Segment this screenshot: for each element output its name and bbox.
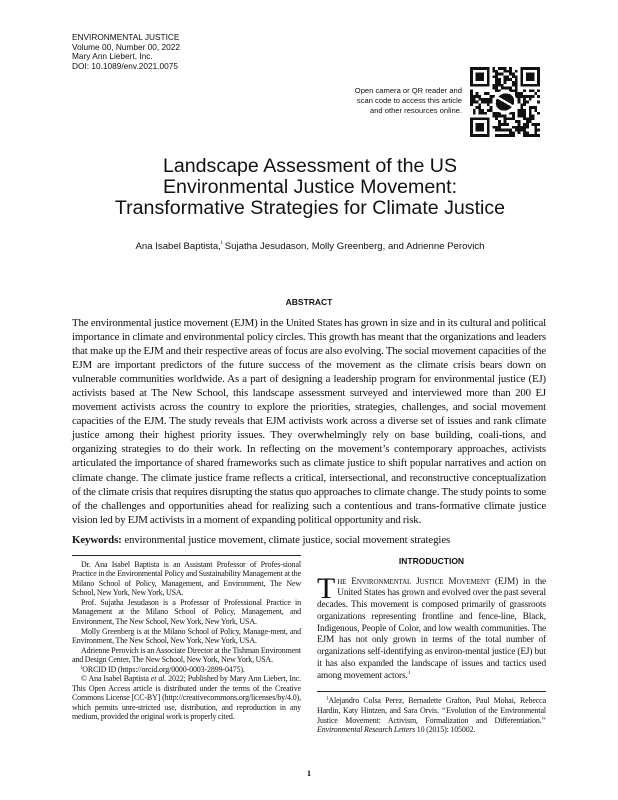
qr-module bbox=[501, 129, 504, 132]
qr-module bbox=[529, 117, 532, 120]
qr-module bbox=[501, 73, 504, 76]
keywords-label: Keywords: bbox=[72, 533, 122, 546]
qr-module bbox=[481, 98, 484, 101]
qr-module bbox=[509, 67, 512, 70]
qr-module bbox=[515, 126, 518, 129]
qr-module bbox=[523, 134, 526, 137]
introduction-heading: INTRODUCTION bbox=[398, 555, 465, 566]
qr-module bbox=[504, 75, 507, 78]
qr-module bbox=[515, 92, 518, 95]
qr-module bbox=[495, 89, 498, 92]
qr-module bbox=[501, 115, 504, 118]
abstract-text: The environmental justice movement (EJM) in the United States has grown in size and in its cultural and political importance in climate and environmental policy circles. This growth has meant that the organizations and leaders that make up the EJM and their respective areas of focus are also evolving. The social movement capacities of the EJM are important predictors of the future success of the movement as the climate crisis bears down on vulnerable communities worldwide. As a part of designing a leadership program for environmental justice (EJ) activists based at The New School, this landscape assessment surveyed and interviewed more than 200 EJ movement activists across the country to explore the priorities, strategies, challenges, and social movement capacities of the EJM. The study reveals that EJM activists work across a diverse set of issues and rank climate justice among their highest priority issues. They overwhelmingly rely on base building, coali-tions, and organizing strategies to do their work. In reflecting on the movement’s contemporary approaches, activists articulated the importance of shared frameworks such as climate justice to shift popular narratives and action on climate change. The climate justice frame reflects a critical, intersectional, and reconstructive conceptualization of the climate crisis that requires disrupting the status quo approaches to climate change. The study points to some of the challenges and opportunities ahead for realizing such a contentious and trans-formative climate justice vision led by EJM activists in a moment of expanding political opportunity and risk. bbox=[72, 317, 546, 526]
footnote-marker: 1 bbox=[326, 696, 329, 702]
qr-module bbox=[515, 84, 518, 87]
qr-module bbox=[523, 109, 526, 112]
qr-module bbox=[504, 115, 507, 118]
qr-module bbox=[478, 106, 481, 109]
qr-module bbox=[504, 117, 507, 120]
qr-module bbox=[490, 109, 493, 112]
qr-module bbox=[495, 73, 498, 76]
qr-module bbox=[526, 123, 529, 126]
qr-module bbox=[518, 115, 521, 118]
qr-module bbox=[532, 123, 535, 126]
qr-module bbox=[520, 129, 523, 132]
author-list bbox=[40, 241, 580, 252]
qr-module bbox=[501, 67, 504, 70]
qr-module bbox=[509, 131, 512, 134]
qr-module bbox=[473, 112, 476, 115]
qr-module bbox=[523, 98, 526, 101]
qr-module bbox=[504, 123, 507, 126]
qr-module bbox=[518, 112, 521, 115]
qr-module bbox=[529, 115, 532, 118]
qr-module bbox=[504, 129, 507, 132]
qr-module bbox=[498, 78, 501, 81]
qr-module bbox=[495, 129, 498, 132]
qr-module bbox=[512, 81, 515, 84]
qr-module bbox=[529, 106, 532, 109]
intro-smallcaps: he Environmental Justice Movement bbox=[337, 576, 490, 587]
drop-cap: T bbox=[317, 571, 336, 605]
qr-module bbox=[487, 103, 490, 106]
qr-module bbox=[529, 89, 532, 92]
qr-module bbox=[509, 70, 512, 73]
qr-module bbox=[498, 126, 501, 129]
article-title bbox=[70, 156, 550, 219]
qr-module bbox=[520, 115, 523, 118]
qr-module bbox=[490, 98, 493, 101]
qr-module bbox=[476, 95, 479, 98]
qr-module bbox=[518, 95, 521, 98]
affiliation: Molly Greenberg is at the Milano School of Policy, Manage-ment, and Environment, The New School, New York, New York, USA. bbox=[72, 626, 301, 646]
qr-module bbox=[501, 134, 504, 137]
qr-module bbox=[506, 129, 509, 132]
qr-module bbox=[537, 89, 540, 92]
qr-module bbox=[526, 117, 529, 120]
journal-volume: Volume 00, Number 00, 2022 bbox=[72, 41, 180, 52]
qr-module bbox=[520, 92, 523, 95]
title-line: Transformative Strategies for Climate Justice bbox=[114, 197, 506, 219]
qr-module bbox=[537, 112, 540, 115]
qr-module bbox=[512, 126, 515, 129]
qr-module bbox=[473, 95, 476, 98]
keywords bbox=[72, 533, 546, 547]
qr-module bbox=[498, 134, 501, 137]
qr-module bbox=[484, 101, 487, 104]
orcid-marker[interactable]: i bbox=[220, 240, 223, 246]
qr-module bbox=[518, 131, 521, 134]
qr-note-line: scan code to access this article bbox=[356, 96, 462, 105]
qr-module bbox=[498, 73, 501, 76]
qr-module bbox=[523, 117, 526, 120]
qr-module bbox=[532, 134, 535, 137]
qr-module bbox=[501, 84, 504, 87]
journal-header bbox=[72, 33, 180, 71]
qr-module bbox=[534, 109, 537, 112]
qr-module bbox=[495, 75, 498, 78]
affiliation: Adrienne Perovich is an Associate Director at the Tishman Environment and Design Center, The New School, New York, New York, USA. bbox=[72, 645, 301, 665]
qr-module bbox=[509, 134, 512, 137]
qr-module bbox=[518, 129, 521, 132]
qr-module bbox=[509, 78, 512, 81]
qr-module bbox=[495, 134, 498, 137]
journal-doi[interactable]: DOI: 10.1089/env.2021.0075 bbox=[72, 60, 178, 71]
reference-marker[interactable]: 1 bbox=[407, 669, 411, 676]
footnote-tail: 10 (2015): 105002. bbox=[415, 725, 476, 735]
orcid-note-marker: i bbox=[81, 665, 83, 671]
qr-module bbox=[495, 112, 498, 115]
qr-module bbox=[495, 78, 498, 81]
qr-module bbox=[492, 67, 495, 70]
qr-module bbox=[504, 81, 507, 84]
qr-module bbox=[518, 123, 521, 126]
qr-module bbox=[529, 120, 532, 123]
qr-module bbox=[487, 101, 490, 104]
introduction-paragraph bbox=[317, 571, 546, 683]
qr-module bbox=[506, 75, 509, 78]
orcid-note bbox=[72, 665, 301, 675]
qr-module bbox=[473, 109, 476, 112]
qr-module bbox=[518, 109, 521, 112]
qr-module bbox=[529, 98, 532, 101]
qr-module bbox=[526, 95, 529, 98]
qr-module bbox=[470, 98, 473, 101]
copyright-etal: et al. bbox=[150, 674, 167, 684]
qr-module bbox=[512, 115, 515, 118]
qr-module bbox=[478, 98, 481, 101]
qr-module bbox=[495, 70, 498, 73]
qr-module bbox=[476, 101, 479, 104]
qr-module bbox=[526, 131, 529, 134]
qr-module bbox=[523, 112, 526, 115]
qr-module bbox=[473, 101, 476, 104]
footnote-paragraph bbox=[317, 696, 546, 734]
left-column bbox=[72, 555, 301, 735]
qr-module bbox=[478, 103, 481, 106]
introduction-body bbox=[317, 571, 546, 683]
qr-module bbox=[526, 134, 529, 137]
qr-module bbox=[532, 117, 535, 120]
qr-module bbox=[532, 89, 535, 92]
qr-module bbox=[481, 112, 484, 115]
qr-module bbox=[492, 112, 495, 115]
orcid-link[interactable]: ORCID ID (https://orcid.org/0000-0003-2899-0475). bbox=[82, 664, 245, 674]
qr-module bbox=[515, 78, 518, 81]
qr-module bbox=[529, 109, 532, 112]
copyright-rest: 2022; Published by Mary Ann Liebert, Inc. This Open Access article is distributed under the terms of the Creative Commons License [CC-BY] (http://creativecommons.org/licenses/by/4.0), which permits unre-stricted use, distribution, and reproduction in any medium, provided the original work is properly cited. bbox=[72, 674, 302, 722]
affiliation: Prof. Sujatha Jesudason is a Professor of Professional Practice in Management at the Milano School of Policy, Management, and Environment, The New School, New York, New York, USA. bbox=[72, 597, 301, 626]
two-column-section bbox=[72, 555, 546, 735]
qr-module bbox=[537, 101, 540, 104]
qr-module bbox=[487, 109, 490, 112]
page-number: 1 bbox=[306, 768, 312, 778]
qr-module bbox=[490, 106, 493, 109]
qr-module bbox=[481, 109, 484, 112]
qr-module bbox=[498, 123, 501, 126]
qr-module bbox=[484, 92, 487, 95]
qr-module bbox=[498, 67, 501, 70]
qr-module bbox=[470, 92, 473, 95]
qr-module bbox=[509, 117, 512, 120]
qr-module bbox=[532, 95, 535, 98]
qr-module bbox=[518, 92, 521, 95]
qr-module bbox=[501, 87, 504, 90]
qr-module bbox=[523, 131, 526, 134]
qr-module bbox=[498, 120, 501, 123]
qr-module bbox=[529, 112, 532, 115]
qr-module bbox=[515, 89, 518, 92]
qr-module bbox=[498, 81, 501, 84]
qr-module bbox=[529, 134, 532, 137]
footnote bbox=[317, 696, 546, 734]
qr-module bbox=[495, 87, 498, 90]
qr-module bbox=[506, 70, 509, 73]
qr-module bbox=[534, 92, 537, 95]
qr-module bbox=[526, 101, 529, 104]
qr-module bbox=[495, 117, 498, 120]
author-affiliations bbox=[72, 560, 301, 722]
qr-module bbox=[512, 134, 515, 137]
qr-module bbox=[512, 84, 515, 87]
qr-module bbox=[498, 129, 501, 132]
qr-module bbox=[476, 92, 479, 95]
footnote-divider bbox=[317, 691, 546, 692]
qr-module bbox=[526, 120, 529, 123]
qr-module bbox=[515, 129, 518, 132]
title-line: Environmental Justice Movement: bbox=[162, 176, 458, 198]
qr-module bbox=[515, 70, 518, 73]
qr-code-icon[interactable] bbox=[470, 66, 540, 138]
qr-module bbox=[523, 103, 526, 106]
qr-module bbox=[520, 95, 523, 98]
qr-module bbox=[495, 84, 498, 87]
qr-module bbox=[534, 134, 537, 137]
author-first: Ana Isabel Baptista, bbox=[135, 241, 221, 252]
abstract-body bbox=[72, 316, 546, 527]
qr-module bbox=[506, 87, 509, 90]
qr-module bbox=[509, 129, 512, 132]
qr-module bbox=[490, 95, 493, 98]
qr-module bbox=[520, 106, 523, 109]
qr-module bbox=[512, 73, 515, 76]
qr-module bbox=[473, 98, 476, 101]
qr-module bbox=[506, 117, 509, 120]
qr-module bbox=[523, 95, 526, 98]
qr-module bbox=[476, 106, 479, 109]
footnote-divider bbox=[72, 555, 301, 556]
qr-module bbox=[492, 115, 495, 118]
qr-module bbox=[520, 112, 523, 115]
qr-module bbox=[518, 126, 521, 129]
journal-name: ENVIRONMENTAL JUSTICE bbox=[72, 32, 180, 42]
article-flow bbox=[72, 297, 546, 735]
qr-module bbox=[515, 81, 518, 84]
qr-module bbox=[523, 123, 526, 126]
qr-module bbox=[515, 75, 518, 78]
qr-module bbox=[529, 95, 532, 98]
keywords-value: environmental justice movement, climate justice, social movement strategies bbox=[121, 533, 451, 546]
qr-module bbox=[490, 101, 493, 104]
right-column bbox=[317, 555, 546, 735]
qr-module bbox=[512, 89, 515, 92]
qr-module bbox=[509, 73, 512, 76]
qr-module bbox=[520, 109, 523, 112]
qr-module bbox=[487, 92, 490, 95]
affiliation: Dr. Ana Isabel Baptista is an Assistant Professor of Profes-sional Practice in the Environmental Policy and Sustainability Management at the Milano School of Policy, Management, and Environment, The New School, New York, New York, USA. bbox=[72, 559, 301, 598]
qr-module bbox=[506, 134, 509, 137]
title-line: Landscape Assessment of the US bbox=[162, 155, 458, 177]
qr-module bbox=[532, 115, 535, 118]
qr-module bbox=[478, 109, 481, 112]
qr-module bbox=[512, 117, 515, 120]
qr-module bbox=[512, 112, 515, 115]
qr-note bbox=[332, 86, 462, 116]
qr-module bbox=[470, 101, 473, 104]
qr-module bbox=[520, 126, 523, 129]
qr-module bbox=[515, 87, 518, 90]
qr-module bbox=[492, 70, 495, 73]
qr-module bbox=[518, 101, 521, 104]
qr-module bbox=[492, 75, 495, 78]
qr-module bbox=[504, 70, 507, 73]
qr-module bbox=[495, 81, 498, 84]
qr-module bbox=[495, 115, 498, 118]
qr-module bbox=[506, 123, 509, 126]
qr-module bbox=[498, 84, 501, 87]
qr-module bbox=[526, 126, 529, 129]
qr-note-line: and other resources online. bbox=[369, 106, 462, 115]
qr-module bbox=[537, 123, 540, 126]
qr-module bbox=[534, 106, 537, 109]
qr-module bbox=[509, 87, 512, 90]
copyright-prefix: © Ana Isabel Baptista bbox=[81, 674, 151, 684]
footnote-journal: Environmental Research Letters bbox=[317, 725, 416, 735]
abstract-heading: ABSTRACT bbox=[285, 297, 333, 307]
author-rest: Sujatha Jesudason, Molly Greenberg, and Adrienne Perovich bbox=[222, 241, 485, 252]
qr-module bbox=[470, 89, 473, 92]
qr-module bbox=[478, 95, 481, 98]
qr-module bbox=[523, 126, 526, 129]
qr-module bbox=[506, 78, 509, 81]
intro-text: (EJM) in the United States has grown and evolved over the past several decades. This movement is composed primarily of grassroots organizations representing frontline and fence-line, Black, Indigenous, People of Color, and low wealth communities. The EJM has not only grown in terms of the total number of organizations self-identifying as environ-mental justice (EJ) but it has also expanded the landscape of issues and tactics used among movement actors. bbox=[317, 576, 546, 681]
qr-module bbox=[492, 84, 495, 87]
qr-module bbox=[478, 112, 481, 115]
qr-module bbox=[532, 106, 535, 109]
qr-module bbox=[504, 134, 507, 137]
qr-module bbox=[501, 123, 504, 126]
qr-module bbox=[504, 87, 507, 90]
qr-module bbox=[487, 98, 490, 101]
qr-module bbox=[484, 98, 487, 101]
qr-module bbox=[537, 134, 540, 137]
qr-module bbox=[504, 78, 507, 81]
qr-module bbox=[484, 112, 487, 115]
journal-publisher: Mary Ann Liebert, Inc. bbox=[72, 51, 153, 62]
qr-module bbox=[523, 129, 526, 132]
qr-module bbox=[523, 101, 526, 104]
copyright-note bbox=[72, 674, 301, 722]
qr-module bbox=[481, 101, 484, 104]
qr-module bbox=[534, 129, 537, 132]
qr-module bbox=[512, 75, 515, 78]
qr-note-line: Open camera or QR reader and bbox=[354, 86, 462, 95]
qr-module bbox=[512, 131, 515, 134]
qr-module bbox=[523, 89, 526, 92]
qr-module bbox=[537, 95, 540, 98]
qr-module bbox=[523, 115, 526, 118]
qr-module bbox=[518, 120, 521, 123]
qr-module bbox=[534, 123, 537, 126]
qr-module bbox=[495, 126, 498, 129]
qr-module bbox=[492, 126, 495, 129]
footnote-text: Alejandro Colsa Perez, Bernadette Grafton, Paul Mohai, Rebecca Hardin, Katy Hintzen, and Sara Orvis. ‘‘Evolution of the Environmental Justice Movement: Activism, Formalization and Differentiation.’’ bbox=[317, 696, 546, 725]
qr-module bbox=[492, 87, 495, 90]
qr-module bbox=[515, 120, 518, 123]
qr-module bbox=[504, 120, 507, 123]
qr-module bbox=[470, 103, 473, 106]
qr-module bbox=[534, 126, 537, 129]
qr-module bbox=[520, 103, 523, 106]
qr-module bbox=[534, 131, 537, 134]
qr-module bbox=[504, 67, 507, 70]
qr-module bbox=[518, 98, 521, 101]
qr-module bbox=[537, 129, 540, 132]
qr-module bbox=[498, 115, 501, 118]
qr-module bbox=[470, 95, 473, 98]
